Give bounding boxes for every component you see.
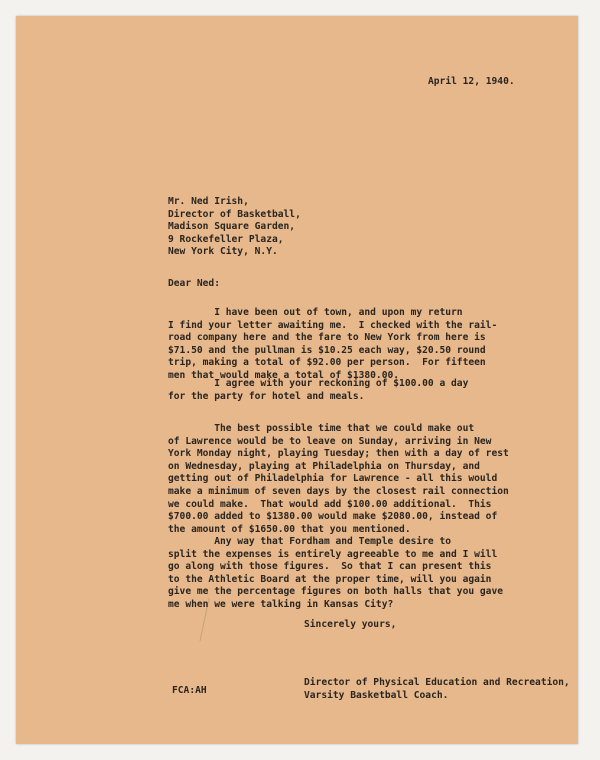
paragraph-schedule: The best possible time that we could make out of Lawrence would be to leave on Sunday, arriving in New York Monday night, playing Tuesday; then with a day of rest on Wednesday, playing at Philadelphia on Thursday, and getting out of Philadelphia for Lawrence - all this would make a minimum of seven days by the closest rail connection we could make. That would add $100.00 additional. This $700.00 added to $1380.00 would make $2080.00, instead of the amount of $1650.00 that you mentioned. xyxy=(168,423,509,535)
paragraph-expenses: Any way that Fordham and Temple desire to split the expenses is entirely agreeable to me and I will go along with those figures. So that I can present this to the Athletic Board at the proper time, will you again give me the percentage figures on both halls that you gave me when we were talking in Kansas City? xyxy=(168,536,504,610)
salutation: Dear Ned: xyxy=(168,278,220,289)
recipient-address: Mr. Ned Irish, Director of Basketball, Madison Square Garden, 9 Rockefeller Plaza, New York City, N.Y. xyxy=(168,196,301,258)
typist-initials: FCA:AH xyxy=(172,685,207,696)
closing: Sincerely yours, xyxy=(304,619,397,630)
paragraph-travel-costs: I have been out of town, and upon my return I find your letter awaiting me. I checked with the rail- road company here and the fare to New York from here is $71.50 and the pullman is $10.25 each way, $20.50 round trip, making a total of $92.00 per person. For fifteen men that would make a total of $1380.00. xyxy=(168,307,498,381)
paragraph-hotel-meals: I agree with your reckoning of $100.00 a day for the party for hotel and meals. xyxy=(168,378,469,402)
letter-date: April 12, 1940. xyxy=(428,76,515,87)
signature-title: Director of Physical Education and Recreation, Varsity Basketball Coach. xyxy=(304,677,570,701)
letter-page xyxy=(16,16,578,744)
